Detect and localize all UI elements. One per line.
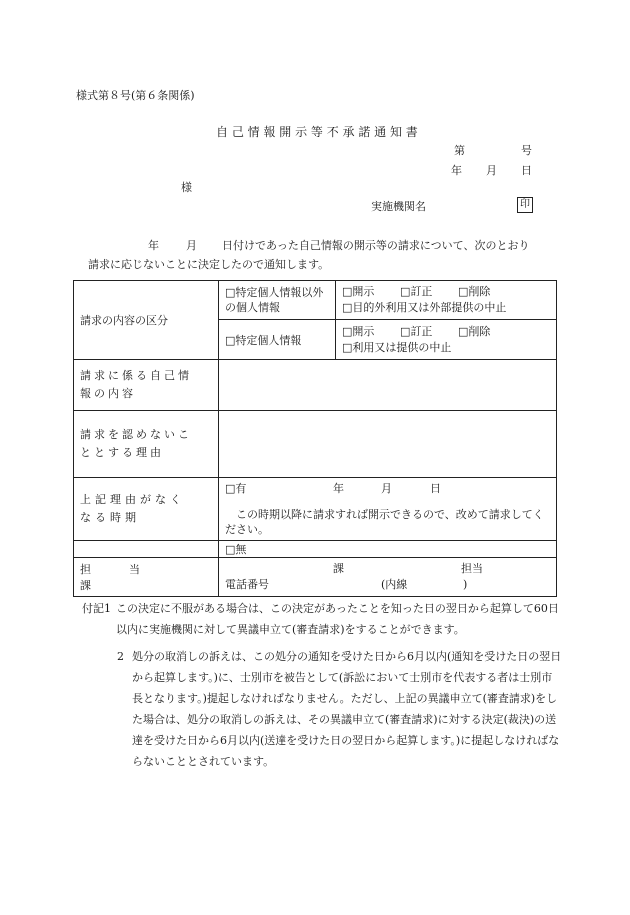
page-title: 自 己 情 報 開 示 等 不 承 諾 通 知 書 [216,125,418,139]
seal-mark [517,197,533,213]
checkbox-no-label: □無 [225,543,247,556]
refusal-reason-field[interactable] [219,411,557,478]
note-1-label: 付記1 [82,602,111,615]
intro-line1: 日付けであった自己情報の開示等の請求について、次のとおり [222,239,530,252]
label-dept [74,558,219,597]
checkbox-specific-label: □特定個人情報 [225,333,302,347]
note-2-label: 2 [117,650,124,663]
option-correct-1[interactable]: □訂正 [400,285,433,299]
note-1 [82,598,562,640]
label-info-content-text: 請求に係る自己情報の内容 [80,369,192,400]
intro-month: 月 [186,239,197,252]
option-disclose-1[interactable]: □開示 [342,285,375,299]
label-request-category [74,281,219,360]
label-info-content [74,360,219,411]
option-disclose-2[interactable]: □開示 [342,324,375,338]
reason-end-cell [219,478,557,541]
info-content-field[interactable] [219,360,557,411]
checkbox-no[interactable] [219,541,557,558]
seal-icon: 印 [517,197,533,213]
label-reason-end [74,478,219,541]
date-year: 年 [451,164,462,177]
doc-no-prefix: 第 [454,144,465,157]
label-dept-text: 担当課 [80,563,178,592]
checkbox-specific-other[interactable] [219,281,336,320]
label-reason-end-text: 上記理由がなくなる時期 [80,493,185,524]
intro-year: 年 [148,239,159,252]
dept-cell [219,558,557,597]
reason-end-year: 年 [333,482,344,495]
checkbox-yes[interactable]: □有 [225,482,247,495]
note-2-text: 処分の取消しの訴えは、この処分の通知を受けた日から6月以内(通知を受けた日の翌日から起算します。)に、士別市を被告として(訴訟において士別市を代表する者は士別市長となります。)提起しなければなりません。ただし、上記の異議申立て(審査請求)をした場合は、処分の取消しの訴えは、その異議申立て(審査請求)に対する決定(裁決)の送達を受けた日から6月以内(送達を受けた日の翌日から起算します。)に提起しなければならないこととされています。 [132,650,562,768]
dept-ka: 課 [333,562,344,575]
note-1-text: この決定に不服がある場合は、この決定があったことを知った日の翌日から起算して60日以内に実施機関に対して異議申立て(審査請求)をすることができます。 [116,602,559,636]
reason-end-note: この時期以降に請求すれば開示できるので、改めて請求してください。 [225,508,544,536]
checkbox-specific[interactable] [219,320,336,359]
option-stop-use-2[interactable]: □利用又は提供の中止 [342,340,452,354]
note-2 [82,646,562,772]
ext-open: (内線 [381,578,408,591]
reason-end-month: 月 [381,482,392,495]
options-specific [336,320,557,359]
label-request-category-text: 請求の内容の区分 [80,314,168,327]
option-delete-2[interactable]: □削除 [458,324,491,338]
date-day: 日 [521,164,532,177]
dept-tanto: 担当 [461,562,483,575]
options-specific-other [336,281,557,320]
reason-end-day: 日 [430,482,441,495]
option-delete-1[interactable]: □削除 [458,285,491,299]
agency-label: 実施機関名 [371,200,426,213]
phone-label: 電話番号 [225,578,269,591]
request-category-cell [219,281,557,360]
date-month: 月 [486,164,497,177]
ext-close: ) [463,578,468,591]
notice-table [73,280,557,597]
checkbox-specific-other-label: □特定個人情報以外の個人情報 [225,286,324,315]
intro-line2: 請求に応じないことに決定したので通知します。 [88,258,330,271]
label-refusal-reason-text: 請求を認めないこととする理由 [80,428,192,459]
label-reason-end-cont [74,541,219,558]
label-refusal-reason [74,411,219,478]
option-stop-use-1[interactable]: □目的外利用又は外部提供の中止 [342,301,507,315]
notes-section [82,598,562,772]
option-correct-2[interactable]: □訂正 [400,324,433,338]
addressee-suffix: 様 [181,181,192,194]
form-number: 様式第８号(第６条関係) [76,89,195,102]
doc-no-suffix: 号 [521,144,532,157]
